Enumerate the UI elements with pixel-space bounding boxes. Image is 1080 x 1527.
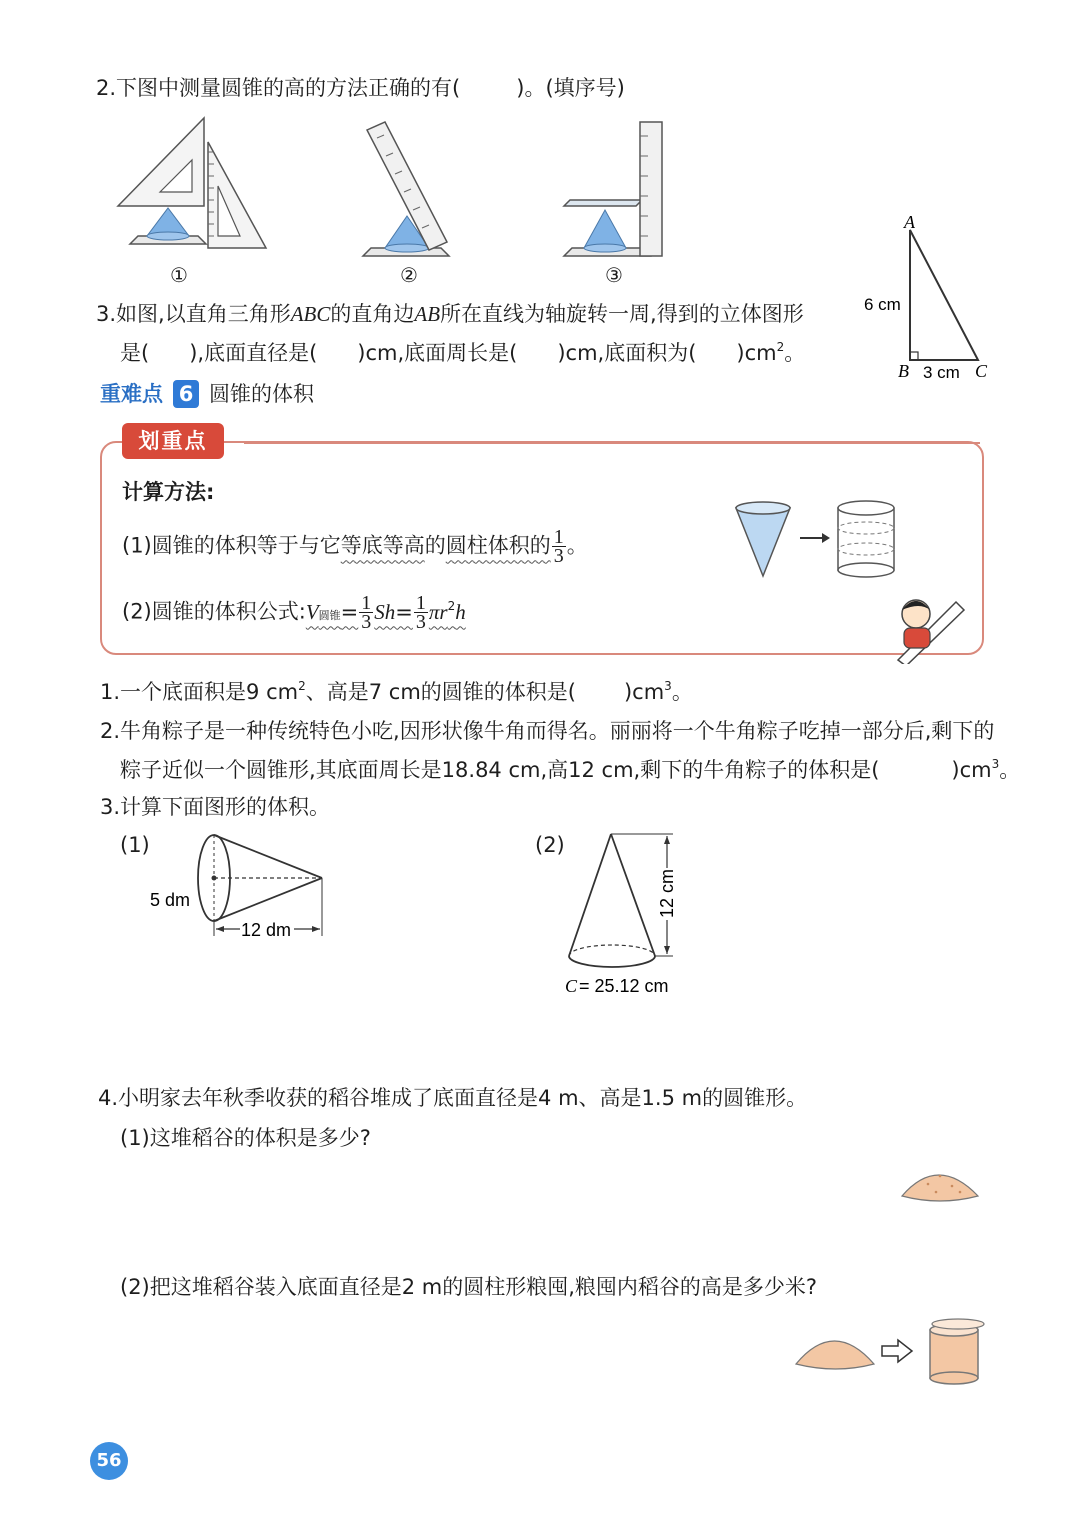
q3-line-2 bbox=[120, 339, 805, 367]
p2-text-1: 牛角粽子是一种传统特色小吃,因形状像牛角而得名。丽丽将一个牛角粽子吃掉一部分后,剩下的 bbox=[120, 719, 995, 743]
section-label: 重难点 bbox=[100, 382, 163, 406]
cone-to-cylinder-figure bbox=[730, 498, 900, 582]
fig2-circumference-label: = 25.12 cm bbox=[579, 976, 669, 996]
triangle-abc-figure bbox=[860, 212, 990, 384]
q3-text-g: )cm,底面积为( bbox=[557, 341, 697, 365]
p4-line bbox=[98, 1084, 807, 1112]
flat-plate bbox=[564, 200, 642, 206]
q3-text-h: )cm bbox=[736, 341, 777, 365]
rule2-fraction-1 bbox=[359, 594, 373, 631]
q2-number: 2. bbox=[96, 76, 117, 100]
p4-sub-2: (2)把这堆稻谷装入底面直径是2 m的圆柱形粮囤,粮囤内稻谷的高是多少米? bbox=[120, 1275, 818, 1299]
inverted-cone bbox=[736, 508, 790, 576]
grain-pile-icon bbox=[898, 1160, 984, 1206]
rule2-fraction-2 bbox=[414, 594, 428, 631]
horizontal-cone-figure bbox=[140, 828, 340, 943]
rule2-formula bbox=[305, 592, 466, 633]
p3-fig2-label: (2) bbox=[535, 833, 565, 857]
q3-sup: 2 bbox=[776, 340, 785, 354]
cone-base-back bbox=[569, 945, 655, 956]
measure-figure-1 bbox=[110, 112, 280, 262]
rule2-sh: Sh bbox=[374, 599, 396, 624]
p2-end: 。 bbox=[999, 758, 1021, 782]
keypoint-tag: 划重点 bbox=[122, 423, 224, 459]
rule1-num: 1 bbox=[553, 526, 564, 548]
p3-number: 3. bbox=[100, 795, 121, 819]
granary-lid bbox=[932, 1319, 984, 1329]
keypoint-rule-1 bbox=[122, 528, 588, 565]
rule2-h: h bbox=[455, 599, 466, 624]
rule1-fraction bbox=[552, 528, 566, 565]
q3-text-d: 是( bbox=[120, 341, 150, 365]
q2-close: )。(填序号) bbox=[516, 76, 625, 100]
p2-line-1 bbox=[100, 717, 994, 745]
keypoint-rule-2 bbox=[122, 594, 466, 631]
cone-3 bbox=[584, 210, 626, 248]
label-bc-length: 3 cm bbox=[923, 363, 960, 382]
q3-number: 3. bbox=[96, 302, 117, 326]
p2-number: 2. bbox=[100, 719, 121, 743]
p4-number: 4. bbox=[98, 1086, 119, 1110]
right-angle-mark bbox=[910, 352, 918, 360]
grain-pile-2-icon bbox=[796, 1341, 874, 1369]
p2-text-2: 粽子近似一个圆锥形,其底面周长是18.84 cm,高12 cm,剩下的牛角粽子的体积是( bbox=[120, 758, 880, 782]
p1-end: 。 bbox=[671, 680, 693, 704]
p3-fig1-label: (1) bbox=[120, 833, 150, 857]
q3-line-1 bbox=[96, 300, 804, 328]
rule1-pre: (1)圆锥的体积等于与它 bbox=[122, 533, 341, 558]
label-c: C bbox=[975, 361, 988, 381]
q2-text: 下图中测量圆锥的高的方法正确的有( bbox=[116, 76, 461, 100]
rule1-underline-1: 等底等高 bbox=[340, 533, 425, 558]
fig-label-2: ② bbox=[400, 265, 418, 287]
rule2-pi: πr bbox=[428, 599, 448, 624]
fig1-diameter-label: 5 dm bbox=[150, 890, 191, 910]
p4-text: 小明家去年秋季收获的稻谷堆成了底面直径是4 m、高是1.5 m的圆锥形。 bbox=[118, 1086, 808, 1110]
p2-text-3: )cm bbox=[951, 758, 992, 782]
fig2-height-label: 12 cm bbox=[657, 868, 677, 918]
p4-sub-1: (1)这堆稻谷的体积是多少? bbox=[120, 1126, 371, 1150]
section-header bbox=[100, 380, 314, 408]
p3-line bbox=[100, 793, 330, 821]
page-number: 56 bbox=[90, 1442, 128, 1480]
p3-text: 计算下面图形的体积。 bbox=[120, 795, 331, 819]
q3-abc: ABC bbox=[290, 302, 331, 326]
granary-cylinder bbox=[930, 1330, 978, 1378]
p2-line-2 bbox=[120, 756, 1020, 784]
triangle-abc bbox=[910, 230, 978, 360]
cone-base-front bbox=[569, 956, 655, 967]
section-number-badge: 6 bbox=[173, 380, 199, 408]
rule2-v: V bbox=[305, 599, 319, 624]
label-a: A bbox=[904, 212, 915, 232]
fig2-c-symbol: C bbox=[565, 976, 578, 996]
keypoint-heading: 计算方法: bbox=[122, 480, 215, 504]
section-title: 圆锥的体积 bbox=[209, 382, 314, 406]
p1-number: 1. bbox=[100, 680, 121, 704]
q3-end: 。 bbox=[784, 341, 806, 365]
p1-sup-a: 2 bbox=[298, 679, 306, 693]
rule2-sup: 2 bbox=[447, 598, 456, 613]
rule1-den: 3 bbox=[553, 545, 564, 567]
boy-with-pencil-illustration bbox=[890, 588, 970, 664]
rule2-num2: 1 bbox=[415, 592, 426, 614]
rule2-num1: 1 bbox=[361, 592, 372, 614]
rule1-underline-2: 圆柱体积的 bbox=[445, 533, 551, 558]
keypoint-divider bbox=[244, 442, 980, 444]
grain-pile-to-granary-figure bbox=[790, 1316, 990, 1388]
rule2-pre: (2)圆锥的体积公式: bbox=[122, 599, 306, 624]
p1-line bbox=[100, 678, 693, 706]
rule2-eq: = bbox=[340, 599, 359, 624]
q3-ab: AB bbox=[414, 302, 441, 326]
p1-sup-c: 3 bbox=[664, 679, 672, 693]
rule1-mid: 的 bbox=[424, 533, 446, 558]
measure-figure-3 bbox=[560, 118, 670, 263]
rule1-end: 。 bbox=[566, 533, 588, 558]
fig1-height-label: 12 dm bbox=[241, 920, 292, 940]
q3-text-e: ),底面直径是( bbox=[189, 341, 318, 365]
upright-cone-figure bbox=[555, 828, 690, 998]
fig-label-3: ③ bbox=[605, 265, 623, 287]
p1-text-b: 、高是7 cm的圆锥的体积是( bbox=[305, 680, 576, 704]
rule2-den1: 3 bbox=[361, 611, 372, 633]
rule2-den2: 3 bbox=[415, 611, 426, 633]
p1-text-a: 一个底面积是9 cm bbox=[120, 680, 299, 704]
q2-line bbox=[96, 74, 625, 102]
label-ab-length: 6 cm bbox=[864, 295, 901, 314]
q3-text-f: )cm,底面周长是( bbox=[357, 341, 518, 365]
p2-sup: 3 bbox=[991, 757, 1000, 771]
p1-text-c: )cm bbox=[623, 680, 665, 704]
q3-text-b: 的直角边 bbox=[330, 302, 415, 326]
hollow-arrow-icon bbox=[882, 1340, 912, 1362]
rule2-eq2: = bbox=[395, 599, 413, 624]
cylinder bbox=[838, 508, 894, 570]
label-b: B bbox=[898, 361, 909, 381]
measure-figure-2 bbox=[355, 118, 465, 263]
fig-label-1: ① bbox=[170, 265, 188, 287]
q3-text-a: 如图,以直角三角形 bbox=[116, 302, 291, 326]
q3-text-c: 所在直线为轴旋转一周,得到的立体图形 bbox=[440, 302, 804, 326]
rule2-sub: 圆锥 bbox=[318, 608, 341, 622]
